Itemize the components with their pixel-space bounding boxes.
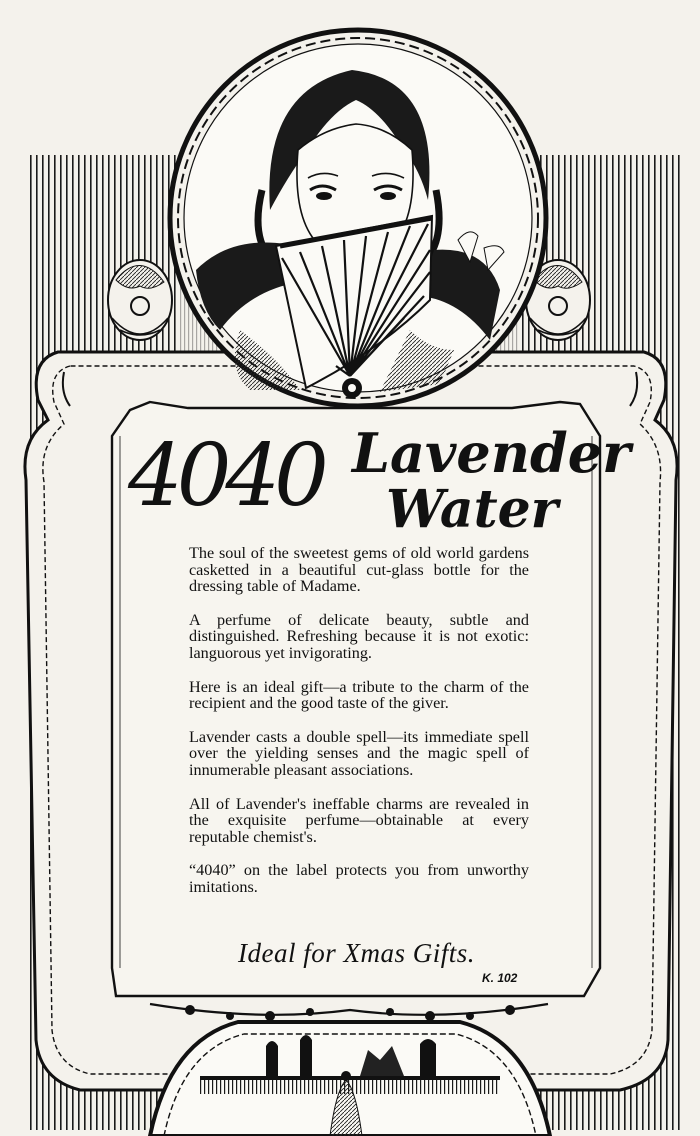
brand-name-line2: Water [386, 479, 559, 540]
brand-number: 4040 [128, 426, 323, 526]
garden-scene-vignette [150, 1022, 550, 1136]
closing-line: Ideal for Xmas Gifts. [238, 938, 475, 968]
paragraph: A perfume of delicate beauty, subtle and distinguished. Refreshing because it is not exotic: languorous yet invigorating. [189, 610, 529, 662]
body-copy [189, 545, 529, 913]
paragraph: Here is an ideal gift—a tribute to the charm of the recipient and the good taste of the giver. [189, 677, 529, 713]
rococo-scroll-ornament-left [108, 260, 172, 340]
paragraph: All of Lavender's ineffable charms are revealed in the exquisite perfume—obtainable at every reputable chemist's. [189, 794, 529, 846]
paragraph: Lavender casts a double spell—its immediate spell over the yielding senses and the magic spell of innumerable pleasant associations. [189, 727, 529, 779]
brand-name-line1: Lavender [352, 421, 631, 485]
paragraph: The soul of the sweetest gems of old world gardens casketted in a beautiful cut-glass bottle for the dressing table of Madame. [189, 544, 529, 596]
reference-code: K. 102 [482, 971, 518, 985]
woman-with-fan-portrait [170, 30, 546, 406]
paragraph: “4040” on the label protects you from unworthy imitations. [189, 861, 529, 896]
